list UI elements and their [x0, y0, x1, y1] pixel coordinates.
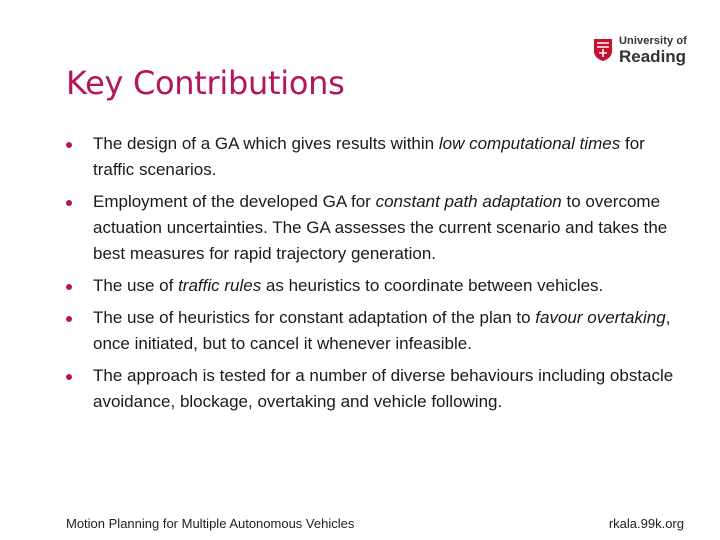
bullet-emphasis: favour overtaking — [535, 308, 666, 327]
bullet-dot-icon — [66, 316, 72, 322]
bullet-item — [66, 305, 686, 357]
bullet-emphasis: low computational times — [438, 134, 621, 153]
footer-title: Motion Planning for Multiple Autonomous Vehicles — [66, 516, 355, 531]
bullet-text: as heuristics to coordinate between vehicles. — [261, 276, 604, 295]
bullet-emphasis: traffic rules — [178, 276, 262, 295]
bullet-text: The use of — [93, 276, 179, 295]
bullet-text: to overcome actuation uncertainties. The GA assesses the current scenario and takes the best measures for rapid trajectory generation. — [93, 192, 668, 263]
bullet-text: The approach is tested for a number of diverse behaviours including obstacle avoidance, blockage, overtaking and vehicle following. — [93, 366, 674, 411]
bullet-text: The use of heuristics for constant adaptation of the plan to — [93, 308, 536, 327]
bullet-emphasis: constant path adaptation — [375, 192, 562, 211]
bullet-item — [66, 189, 686, 267]
bullet-dot-icon — [66, 142, 72, 148]
bullet-dot-icon — [66, 200, 72, 206]
bullet-dot-icon — [66, 284, 72, 290]
crest-icon — [593, 38, 613, 62]
logo-line1: University of — [619, 34, 687, 47]
bullet-dot-icon — [66, 374, 72, 380]
bullet-item — [66, 273, 686, 299]
bullet-item — [66, 363, 686, 415]
university-logo — [593, 33, 689, 67]
footer-url: rkala.99k.org — [608, 516, 684, 531]
bullet-item — [66, 131, 686, 183]
logo-line2: Reading — [619, 46, 687, 66]
bullet-text: for traffic scenarios. — [93, 134, 645, 179]
bullet-list — [66, 131, 686, 421]
bullet-text: , once initiated, but to cancel it whenever infeasible. — [93, 308, 671, 353]
slide-title: Key Contributions — [66, 64, 345, 102]
bullet-text: The design of a GA which gives results within — [93, 134, 439, 153]
bullet-text: Employment of the developed GA for — [93, 192, 376, 211]
